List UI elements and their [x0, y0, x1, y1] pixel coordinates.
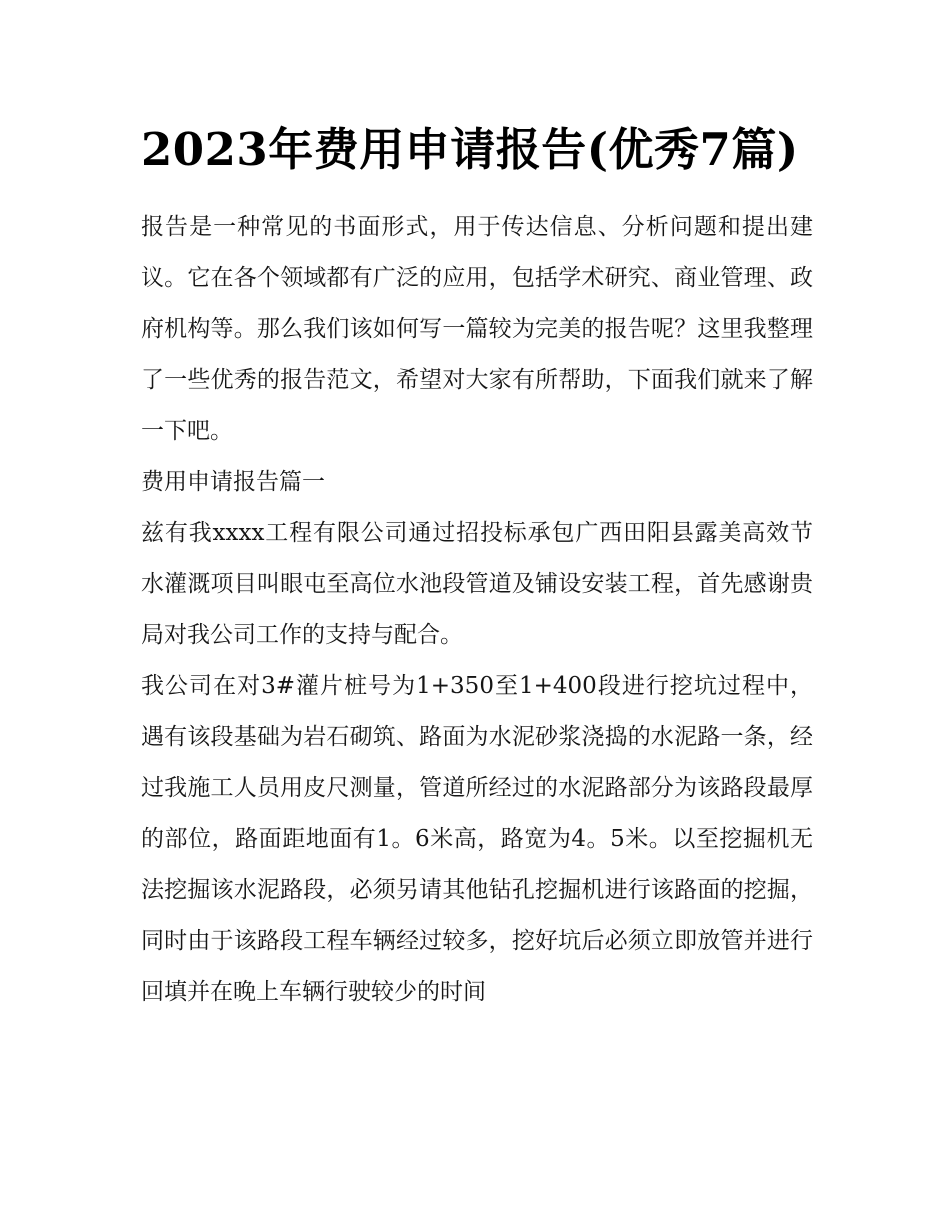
section-heading: 费用申请报告篇一 [141, 469, 325, 495]
body-paragraph: 兹有我xxxx工程有限公司通过招投标承包广西田阳县露美高效节水灌溉项目叫眼屯至高位水池段管道及铺设安装工程，首先感谢贵局对我公司工作的支持与配合。 [141, 520, 813, 648]
body-paragraph: 我公司在对3#灌片桩号为1+350至1+400段进行挖坑过程中，遇有该段基础为岩石砌筑、路面为水泥砂浆浇捣的水泥路一条，经过我施工人员用皮尺测量，管道所经过的水泥路部分为该路段最厚的部位，路面距地面有1。6米高，路宽为4。5米。以至挖掘机无法挖掘该水泥路段，必须另请其他钻孔挖掘机进行该路面的挖掘，同时由于该路段工程车辆经过较多，挖好坑后必须立即放管并进行回填并在晚上车辆行驶较少的时间 [141, 673, 813, 1005]
document-body [141, 112, 813, 1018]
intro-paragraph: 报告是一种常见的书面形式，用于传达信息、分析问题和提出建议。它在各个领域都有广泛的应用，包括学术研究、商业管理、政府机构等。那么我们该如何写一篇较为完美的报告呢？这里我整理了一些优秀的报告范文，希望对大家有所帮助，下面我们就来了解一下吧。 [141, 214, 813, 444]
document-title: 2023年费用申请报告(优秀7篇) [141, 123, 799, 176]
